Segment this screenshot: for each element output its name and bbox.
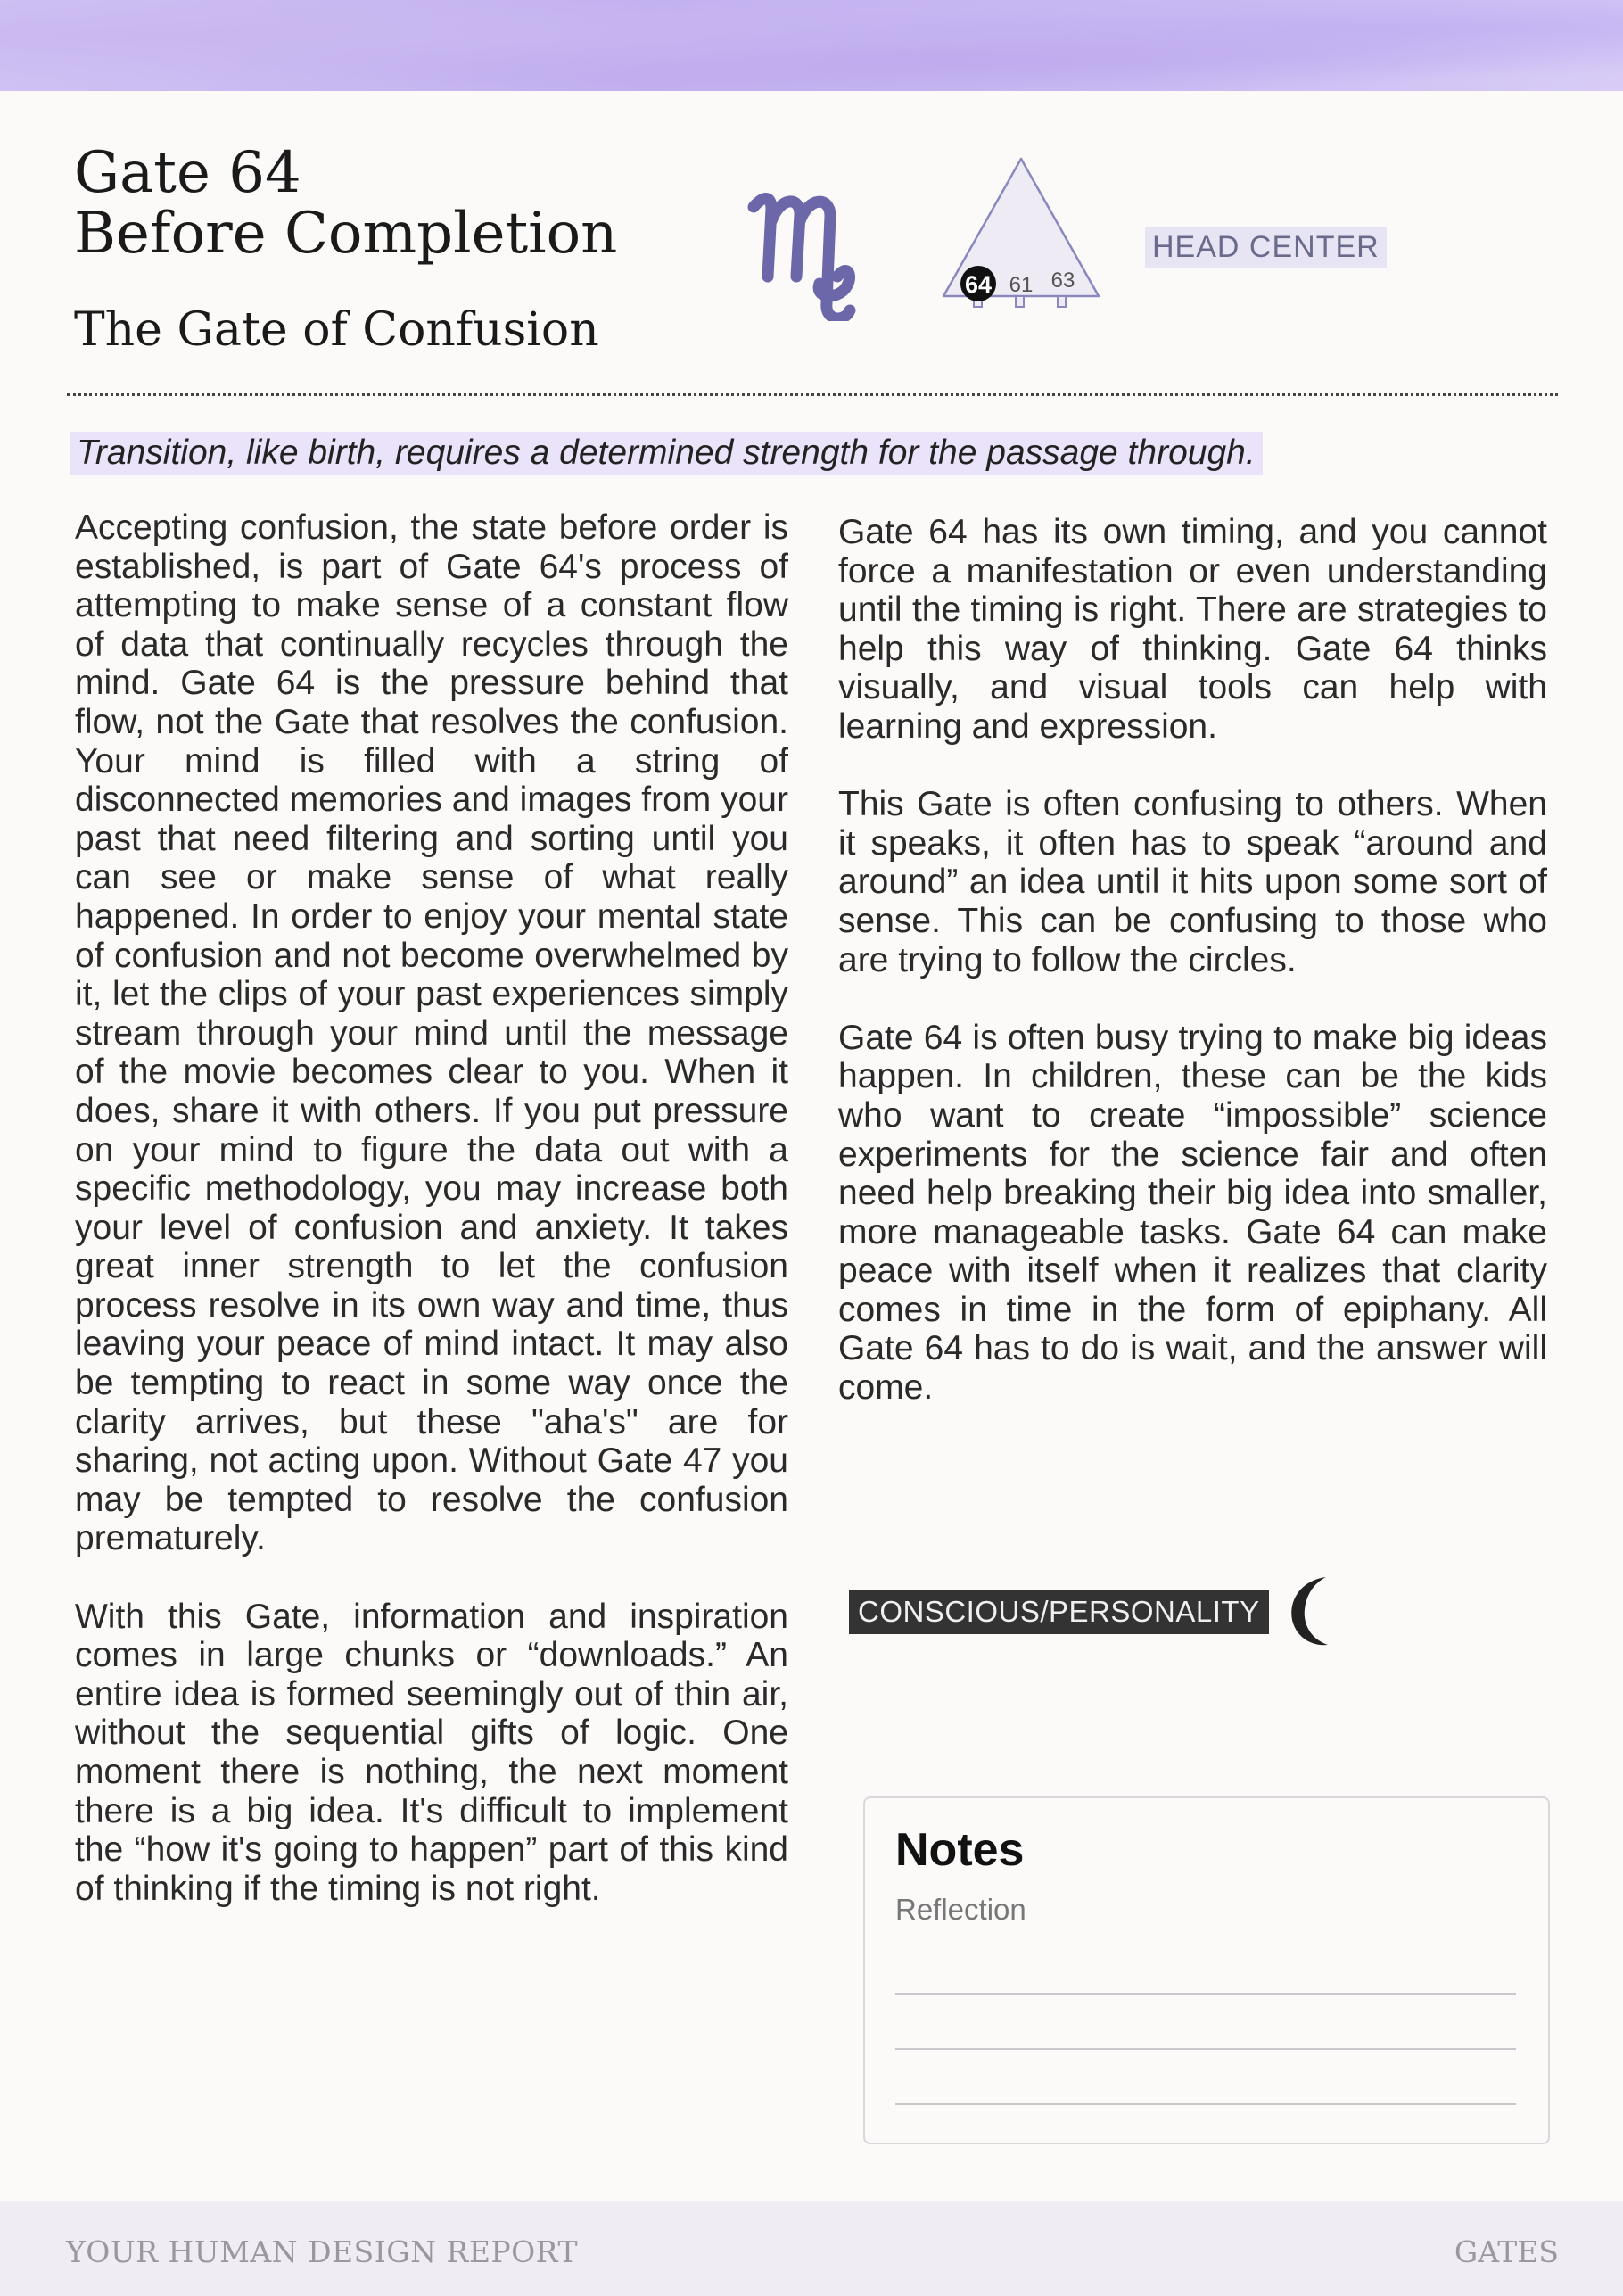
page-footer bbox=[0, 2201, 1623, 2296]
notes-subtitle: Reflection bbox=[895, 1893, 1026, 1926]
header-banner bbox=[0, 0, 1623, 91]
paragraph: This Gate is often confusing to others. When it speaks, it often has to speak “around and around” an idea until it hits upon some sort of sense. This can be confusing to those who are trying to follow the circles. bbox=[838, 785, 1547, 979]
left-column bbox=[75, 508, 788, 1947]
notes-line[interactable] bbox=[895, 1993, 1516, 1995]
footer-report-title: YOUR HUMAN DESIGN REPORT bbox=[66, 2234, 578, 2269]
paragraph: With this Gate, information and inspiration comes in large chunks or “downloads.” An entire idea is formed seemingly out of thin air, without the sequential gifts of logic. One moment there is nothing, the next moment there is a big idea. It's difficult to implement the “how it's going to happen” part of this kind of thinking if the timing is not right. bbox=[75, 1597, 788, 1908]
crescent-moon-icon bbox=[1280, 1570, 1342, 1650]
notes-line[interactable] bbox=[895, 2048, 1516, 2050]
conscious-personality-badge: CONSCIOUS/PERSONALITY bbox=[849, 1590, 1269, 1634]
gate-number: Gate 64 bbox=[74, 140, 301, 206]
center-label: HEAD CENTER bbox=[1145, 227, 1387, 268]
activation-badge-row bbox=[847, 1570, 1382, 1650]
gate-quote: Transition, like birth, requires a determined strength for the passage through. bbox=[70, 432, 1263, 475]
notes-line[interactable] bbox=[895, 2103, 1516, 2105]
notes-title: Notes bbox=[895, 1824, 1025, 1876]
head-center-diagram bbox=[936, 153, 1106, 314]
paragraph: Gate 64 has its own timing, and you cannot force a manifestation or even understanding until the timing is right. There are strategies to help this way of thinking. Gate 64 thinks visually, and visual tools can help with learning and expression. bbox=[838, 513, 1547, 746]
center-gate: 63 bbox=[1050, 268, 1075, 293]
center-gate-active: 64 bbox=[964, 271, 993, 298]
center-gate: 61 bbox=[1009, 273, 1034, 297]
notes-box bbox=[863, 1796, 1550, 2144]
page-title bbox=[74, 140, 618, 267]
virgo-icon bbox=[745, 169, 869, 321]
gate-name: Before Completion bbox=[74, 201, 618, 267]
paragraph: Gate 64 is often busy trying to make big ideas happen. In children, these can be the kids who want to create “impossible” science experiments for the science fair and often need help breaking their big idea into smaller, more manageable tasks. Gate 64 can make peace with itself when it realizes that clarity comes in time in the form of epiphany. All Gate 64 has to do is wait, and the answer will come. bbox=[838, 1018, 1547, 1408]
footer-section: GATES bbox=[1454, 2234, 1559, 2269]
paragraph: Accepting confusion, the state before order is established, is part of Gate 64's process of attempting to make sense of a constant flow of data that continually recycles through the mind. Gate 64 is the pressure behind that flow, not the Gate that resolves the confusion. Your mind is filled with a string of disconnected memories and images from your past that need filtering and sorting until you can see or make sense of what really happened. In order to enjoy your mental state of confusion and not become overwhelmed by it, let the clips of your past experiences simply stream through your mind until the message of the movie becomes clear to you. When it does, share it with others. If you put pressure on your mind to figure the data out with a specific methodology, you may increase both your level of confusion and anxiety. It takes great inner strength to let the confusion process resolve in its own way and time, thus leaving your peace of mind intact. It may also be tempting to react in some way once the clarity arrives, but these "aha's" are for sharing, not acting upon. Without Gate 47 you may be tempted to resolve the confusion prematurely. bbox=[75, 508, 788, 1558]
divider bbox=[67, 393, 1558, 396]
gate-subtitle: The Gate of Confusion bbox=[74, 303, 599, 357]
right-column bbox=[838, 513, 1547, 1446]
